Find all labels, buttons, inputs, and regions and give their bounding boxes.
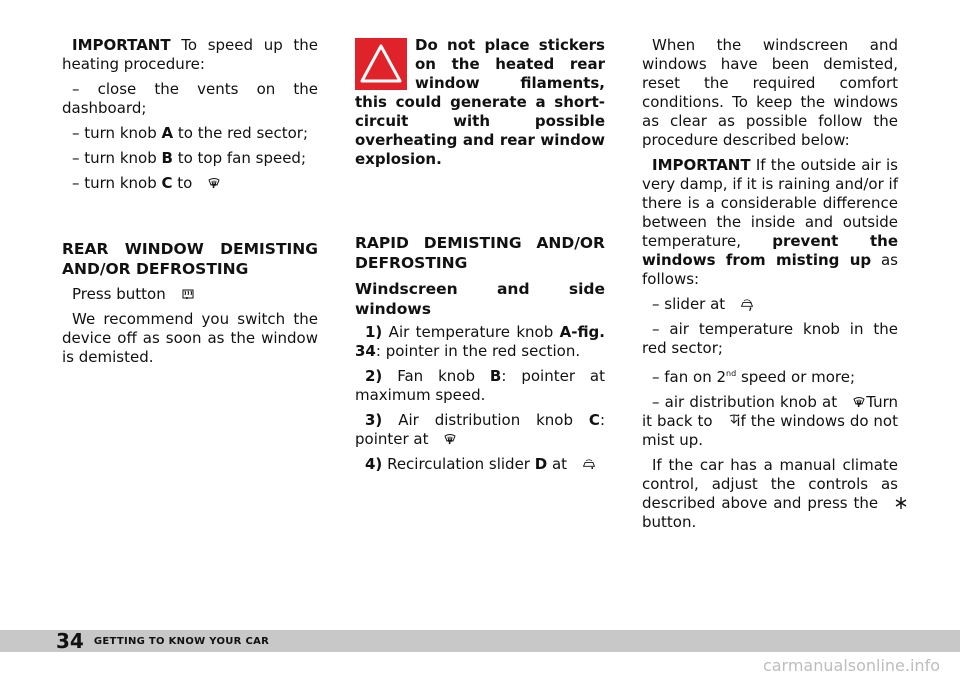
list-item-text: – turn knob	[72, 174, 162, 192]
list-item-text: to	[172, 174, 198, 192]
list-item-text: .	[211, 174, 216, 192]
feet-windscreen-icon	[717, 414, 731, 428]
step-ref: B	[489, 367, 502, 385]
list-item-text: – fan on 2	[652, 368, 727, 386]
recirculation-car-icon	[730, 297, 748, 311]
section-subheading: Windscreen and side windows	[355, 280, 605, 318]
press-paragraph	[62, 285, 318, 304]
final-text: button.	[642, 513, 697, 531]
step-text: .	[447, 430, 453, 448]
column-right	[642, 36, 898, 538]
step-ref: C	[588, 411, 600, 429]
column-middle	[355, 36, 605, 480]
list-item	[62, 80, 318, 118]
step-text: : pointer in the red section.	[375, 342, 581, 360]
list-item-text: – close the vents on the dashboard;	[62, 80, 318, 117]
list-item-text: to top fan speed;	[172, 149, 306, 167]
step-text: : pointer at	[355, 411, 605, 448]
step-text: : pointer at maximum speed.	[355, 367, 605, 404]
section-heading: RAPID DEMISTING AND/OR DEFROSTING	[355, 234, 605, 272]
step-item	[355, 367, 605, 405]
list-item-text: to the red sector;	[173, 124, 309, 142]
important-paragraph	[642, 156, 898, 289]
step-text: .	[589, 455, 595, 473]
windscreen-demist-icon	[197, 176, 211, 190]
warning-triangle-icon	[355, 38, 407, 90]
windscreen-demist-icon	[842, 395, 856, 409]
important-text: as follows:	[642, 251, 899, 288]
recommend-paragraph: We recommend you switch the device off as soon as the window is demisted.	[62, 310, 318, 366]
important-label: IMPORTANT	[652, 156, 751, 174]
important-label: IMPORTANT	[72, 36, 171, 54]
list-item-text: – air distribution knob at	[652, 393, 843, 411]
watermark: carmanualsonline.info	[762, 656, 940, 675]
step-text: at	[547, 455, 572, 473]
knob-key: C	[161, 174, 173, 192]
list-item	[62, 124, 318, 143]
step-number: 4)	[365, 455, 383, 473]
important-bold: prevent the windows from misting up	[642, 232, 898, 269]
step-ref: D	[534, 455, 548, 473]
list-item-text: ;	[747, 295, 754, 313]
list-item-text: . Turn it back to	[642, 393, 898, 430]
list-item-text: if the windows do not mist up.	[642, 412, 898, 449]
warning-text: Do not place stickers on the heated rear window filaments, this could generate a short-circuit with possible overheating and rear window explosion.	[355, 36, 605, 168]
list-item-text: – turn knob	[72, 149, 162, 167]
press-text: Press button	[72, 285, 171, 303]
page-number: 34	[56, 629, 84, 653]
list-item: – air temperature knob in the red sector;	[642, 320, 898, 357]
list-item-text: speed or more;	[736, 368, 856, 386]
step-item	[355, 323, 605, 361]
rear-window-heater-icon	[171, 287, 185, 301]
footer-section-title: GETTING TO KNOW YOUR CAR	[93, 635, 270, 647]
page-footer	[0, 630, 960, 652]
step-text: Air temperature knob	[382, 323, 560, 341]
list-item	[642, 364, 898, 387]
ordinal-suffix: nd	[726, 369, 737, 378]
step-item	[355, 411, 605, 449]
press-text: .	[184, 285, 190, 303]
windscreen-demist-icon	[433, 432, 447, 446]
step-number: 2)	[365, 367, 383, 385]
intro-paragraph: When the windscreen and windows have been demisted, reset the required comfort conditions. To keep the windows as clear as possible follow the procedure described below:	[642, 36, 898, 149]
knob-key: A	[161, 124, 174, 142]
column-left	[62, 36, 318, 373]
important-text: To speed up the heating procedure:	[62, 36, 318, 73]
knob-key: B	[161, 149, 173, 167]
recirculation-car-icon	[572, 457, 590, 471]
final-paragraph	[642, 456, 898, 532]
final-text: If the car has a manual climate control, adjust the controls as described above and press the	[642, 456, 898, 512]
step-ref: A-fig. 34	[355, 323, 605, 360]
step-text: Air distribution knob	[382, 411, 589, 429]
step-text: Recirculation slider	[382, 455, 535, 473]
list-item	[642, 295, 898, 314]
list-item-text: – slider at	[652, 295, 730, 313]
ac-snowflake-icon	[884, 496, 898, 510]
section-heading: REAR WINDOW DEMISTING AND/OR DEFROSTING	[62, 240, 318, 278]
important-paragraph	[62, 36, 318, 74]
warning-box	[355, 36, 605, 169]
step-item	[355, 455, 605, 474]
list-item	[62, 174, 318, 193]
list-item	[642, 393, 898, 450]
step-number: 3)	[365, 411, 383, 429]
list-item-text: – turn knob	[72, 124, 162, 142]
step-text: Fan knob	[382, 367, 490, 385]
important-text: If the outside air is very damp, if it is raining and/or if there is a considerable difference between the inside and outside temperature,	[642, 156, 898, 250]
step-number: 1)	[365, 323, 383, 341]
list-item	[62, 149, 318, 168]
